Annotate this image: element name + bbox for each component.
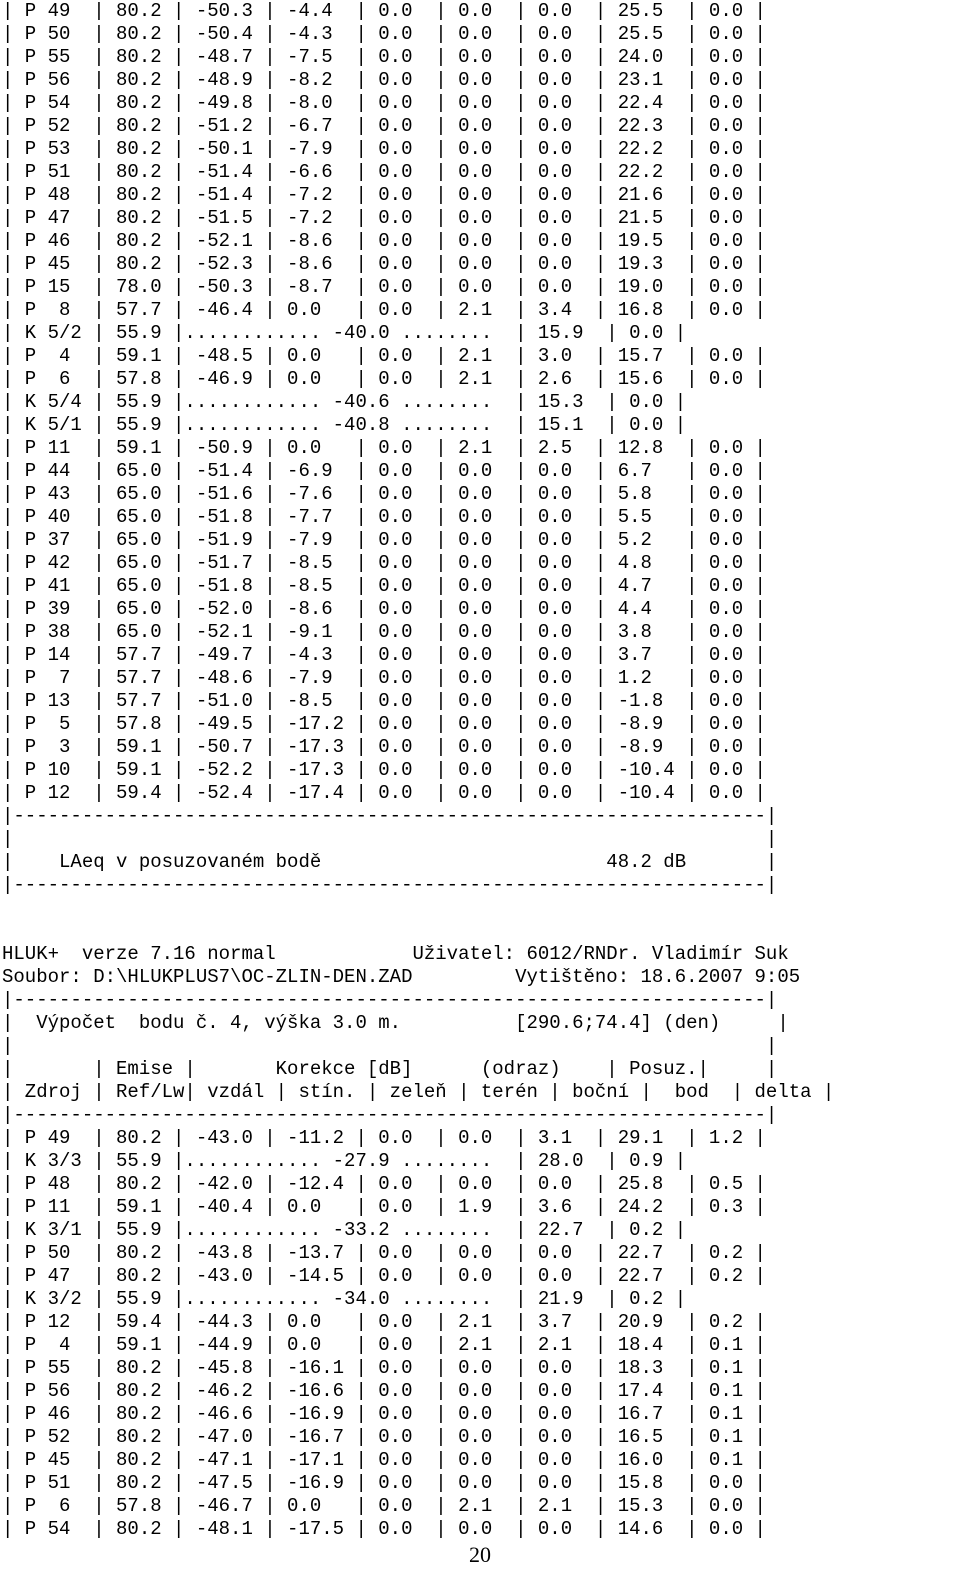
report-line: | P 43 | 65.0 | -51.6 | -7.6 | 0.0 | 0.0 | 0.0 | 5.8 | 0.0 | [2, 483, 766, 505]
report-line: | P 4 | 59.1 | -48.5 | 0.0 | 0.0 | 2.1 | 3.0 | 15.7 | 0.0 | [2, 345, 766, 367]
report-line: | P 52 | 80.2 | -51.2 | -6.7 | 0.0 | 0.0 | 0.0 | 22.3 | 0.0 | [2, 115, 766, 137]
report-line: | K 3/3 | 55.9 |............ -27.9 ........ | 28.0 | 0.9 | [2, 1150, 687, 1172]
report-line: | P 3 | 59.1 | -50.7 | -17.3 | 0.0 | 0.0 | 0.0 | -8.9 | 0.0 | [2, 736, 766, 758]
report-line: | P 52 | 80.2 | -47.0 | -16.7 | 0.0 | 0.0 | 0.0 | 16.5 | 0.1 | [2, 1426, 766, 1448]
report-line: | P 5 | 57.8 | -49.5 | -17.2 | 0.0 | 0.0 | 0.0 | -8.9 | 0.0 | [2, 713, 766, 735]
report-line: Soubor: D:\HLUKPLUS7\OC-ZLIN-DEN.ZAD Vytištěno: 18.6.2007 9:05 [2, 966, 801, 988]
report-line: | P 47 | 80.2 | -51.5 | -7.2 | 0.0 | 0.0 | 0.0 | 21.5 | 0.0 | [2, 207, 766, 229]
report-line: | P 49 | 80.2 | -43.0 | -11.2 | 0.0 | 0.0 | 3.1 | 29.1 | 1.2 | [2, 1127, 766, 1149]
report-line: | P 47 | 80.2 | -43.0 | -14.5 | 0.0 | 0.0 | 0.0 | 22.7 | 0.2 | [2, 1265, 766, 1287]
report-line: | Zdroj | Ref/Lw| vzdál | stín. | zeleň | terén | boční | bod | delta | [2, 1081, 835, 1103]
report-line: | P 54 | 80.2 | -48.1 | -17.5 | 0.0 | 0.0 | 0.0 | 14.6 | 0.0 | [2, 1518, 766, 1540]
page-number: 20 [469, 1542, 491, 1567]
report-line: | | [2, 1035, 778, 1057]
report-line: | P 56 | 80.2 | -48.9 | -8.2 | 0.0 | 0.0 | 0.0 | 23.1 | 0.0 | [2, 69, 766, 91]
report-line: | P 11 | 59.1 | -50.9 | 0.0 | 0.0 | 2.1 | 2.5 | 12.8 | 0.0 | [2, 437, 766, 459]
report-line: | K 5/2 | 55.9 |............ -40.0 ........ | 15.9 | 0.0 | [2, 322, 687, 344]
report-line: | P 42 | 65.0 | -51.7 | -8.5 | 0.0 | 0.0 | 0.0 | 4.8 | 0.0 | [2, 552, 766, 574]
report-line: | P 55 | 80.2 | -45.8 | -16.1 | 0.0 | 0.0 | 0.0 | 18.3 | 0.1 | [2, 1357, 766, 1379]
report-line: | P 51 | 80.2 | -47.5 | -16.9 | 0.0 | 0.0 | 0.0 | 15.8 | 0.0 | [2, 1472, 766, 1494]
report-line: | P 56 | 80.2 | -46.2 | -16.6 | 0.0 | 0.0 | 0.0 | 17.4 | 0.1 | [2, 1380, 766, 1402]
report-printout [2, 0, 834, 1541]
report-line: | P 4 | 59.1 | -44.9 | 0.0 | 0.0 | 2.1 | 2.1 | 18.4 | 0.1 | [2, 1334, 766, 1356]
report-line: |------------------------------------------------------------------| [2, 1104, 778, 1126]
report-line: | P 12 | 59.4 | -52.4 | -17.4 | 0.0 | 0.0 | 0.0 | -10.4 | 0.0 | [2, 782, 766, 804]
report-line: | P 12 | 59.4 | -44.3 | 0.0 | 0.0 | 2.1 | 3.7 | 20.9 | 0.2 | [2, 1311, 766, 1333]
report-line: | P 55 | 80.2 | -48.7 | -7.5 | 0.0 | 0.0 | 0.0 | 24.0 | 0.0 | [2, 46, 766, 68]
report-line: | P 46 | 80.2 | -52.1 | -8.6 | 0.0 | 0.0 | 0.0 | 19.5 | 0.0 | [2, 230, 766, 252]
report-line: | | [2, 828, 778, 850]
report-line: | P 39 | 65.0 | -52.0 | -8.6 | 0.0 | 0.0 | 0.0 | 4.4 | 0.0 | [2, 598, 766, 620]
report-line: | P 40 | 65.0 | -51.8 | -7.7 | 0.0 | 0.0 | 0.0 | 5.5 | 0.0 | [2, 506, 766, 528]
report-line: | P 48 | 80.2 | -42.0 | -12.4 | 0.0 | 0.0 | 0.0 | 25.8 | 0.5 | [2, 1173, 766, 1195]
report-line: | P 6 | 57.8 | -46.7 | 0.0 | 0.0 | 2.1 | 2.1 | 15.3 | 0.0 | [2, 1495, 766, 1517]
report-line: | LAeq v posuzovaném bodě 48.2 dB | [2, 851, 778, 873]
report-line: HLUK+ verze 7.16 normal Uživatel: 6012/RNDr. Vladimír Suk [2, 943, 789, 965]
report-line: | | Emise | Korekce [dB] (odraz) | Posuz.| | [2, 1058, 778, 1080]
report-line: | P 8 | 57.7 | -46.4 | 0.0 | 0.0 | 2.1 | 3.4 | 16.8 | 0.0 | [2, 299, 766, 321]
report-line [2, 897, 834, 920]
report-line: | P 6 | 57.8 | -46.9 | 0.0 | 0.0 | 2.1 | 2.6 | 15.6 | 0.0 | [2, 368, 766, 390]
report-line: | P 15 | 78.0 | -50.3 | -8.7 | 0.0 | 0.0 | 0.0 | 19.0 | 0.0 | [2, 276, 766, 298]
report-line: | P 54 | 80.2 | -49.8 | -8.0 | 0.0 | 0.0 | 0.0 | 22.4 | 0.0 | [2, 92, 766, 114]
report-line: | P 44 | 65.0 | -51.4 | -6.9 | 0.0 | 0.0 | 0.0 | 6.7 | 0.0 | [2, 460, 766, 482]
report-line: |------------------------------------------------------------------| [2, 874, 778, 896]
report-line: | P 46 | 80.2 | -46.6 | -16.9 | 0.0 | 0.0 | 0.0 | 16.7 | 0.1 | [2, 1403, 766, 1425]
report-line: | P 45 | 80.2 | -52.3 | -8.6 | 0.0 | 0.0 | 0.0 | 19.3 | 0.0 | [2, 253, 766, 275]
report-line: | P 41 | 65.0 | -51.8 | -8.5 | 0.0 | 0.0 | 0.0 | 4.7 | 0.0 | [2, 575, 766, 597]
report-line: | P 50 | 80.2 | -43.8 | -13.7 | 0.0 | 0.0 | 0.0 | 22.7 | 0.2 | [2, 1242, 766, 1264]
report-line: | P 37 | 65.0 | -51.9 | -7.9 | 0.0 | 0.0 | 0.0 | 5.2 | 0.0 | [2, 529, 766, 551]
report-line: | P 51 | 80.2 | -51.4 | -6.6 | 0.0 | 0.0 | 0.0 | 22.2 | 0.0 | [2, 161, 766, 183]
report-line: | P 38 | 65.0 | -52.1 | -9.1 | 0.0 | 0.0 | 0.0 | 3.8 | 0.0 | [2, 621, 766, 643]
report-line: | P 7 | 57.7 | -48.6 | -7.9 | 0.0 | 0.0 | 0.0 | 1.2 | 0.0 | [2, 667, 766, 689]
report-line: | P 14 | 57.7 | -49.7 | -4.3 | 0.0 | 0.0 | 0.0 | 3.7 | 0.0 | [2, 644, 766, 666]
report-line: |------------------------------------------------------------------| [2, 989, 778, 1011]
report-line: | K 3/2 | 55.9 |............ -34.0 ........ | 21.9 | 0.2 | [2, 1288, 687, 1310]
report-line: | K 5/4 | 55.9 |............ -40.6 ........ | 15.3 | 0.0 | [2, 391, 687, 413]
report-line: | K 5/1 | 55.9 |............ -40.8 ........ | 15.1 | 0.0 | [2, 414, 687, 436]
report-line: | P 45 | 80.2 | -47.1 | -17.1 | 0.0 | 0.0 | 0.0 | 16.0 | 0.1 | [2, 1449, 766, 1471]
report-line: | P 50 | 80.2 | -50.4 | -4.3 | 0.0 | 0.0 | 0.0 | 25.5 | 0.0 | [2, 23, 766, 45]
report-line [2, 920, 834, 943]
report-line: | K 3/1 | 55.9 |............ -33.2 ........ | 22.7 | 0.2 | [2, 1219, 687, 1241]
report-line: | P 49 | 80.2 | -50.3 | -4.4 | 0.0 | 0.0 | 0.0 | 25.5 | 0.0 | [2, 0, 766, 22]
report-line: | P 13 | 57.7 | -51.0 | -8.5 | 0.0 | 0.0 | 0.0 | -1.8 | 0.0 | [2, 690, 766, 712]
report-line: | P 53 | 80.2 | -50.1 | -7.9 | 0.0 | 0.0 | 0.0 | 22.2 | 0.0 | [2, 138, 766, 160]
report-line: | P 48 | 80.2 | -51.4 | -7.2 | 0.0 | 0.0 | 0.0 | 21.6 | 0.0 | [2, 184, 766, 206]
report-line: | P 11 | 59.1 | -40.4 | 0.0 | 0.0 | 1.9 | 3.6 | 24.2 | 0.3 | [2, 1196, 766, 1218]
report-line: | P 10 | 59.1 | -52.2 | -17.3 | 0.0 | 0.0 | 0.0 | -10.4 | 0.0 | [2, 759, 766, 781]
report-line: |------------------------------------------------------------------| [2, 805, 778, 827]
report-line: | Výpočet bodu č. 4, výška 3.0 m. [290.6;74.4] (den) | [2, 1012, 789, 1034]
